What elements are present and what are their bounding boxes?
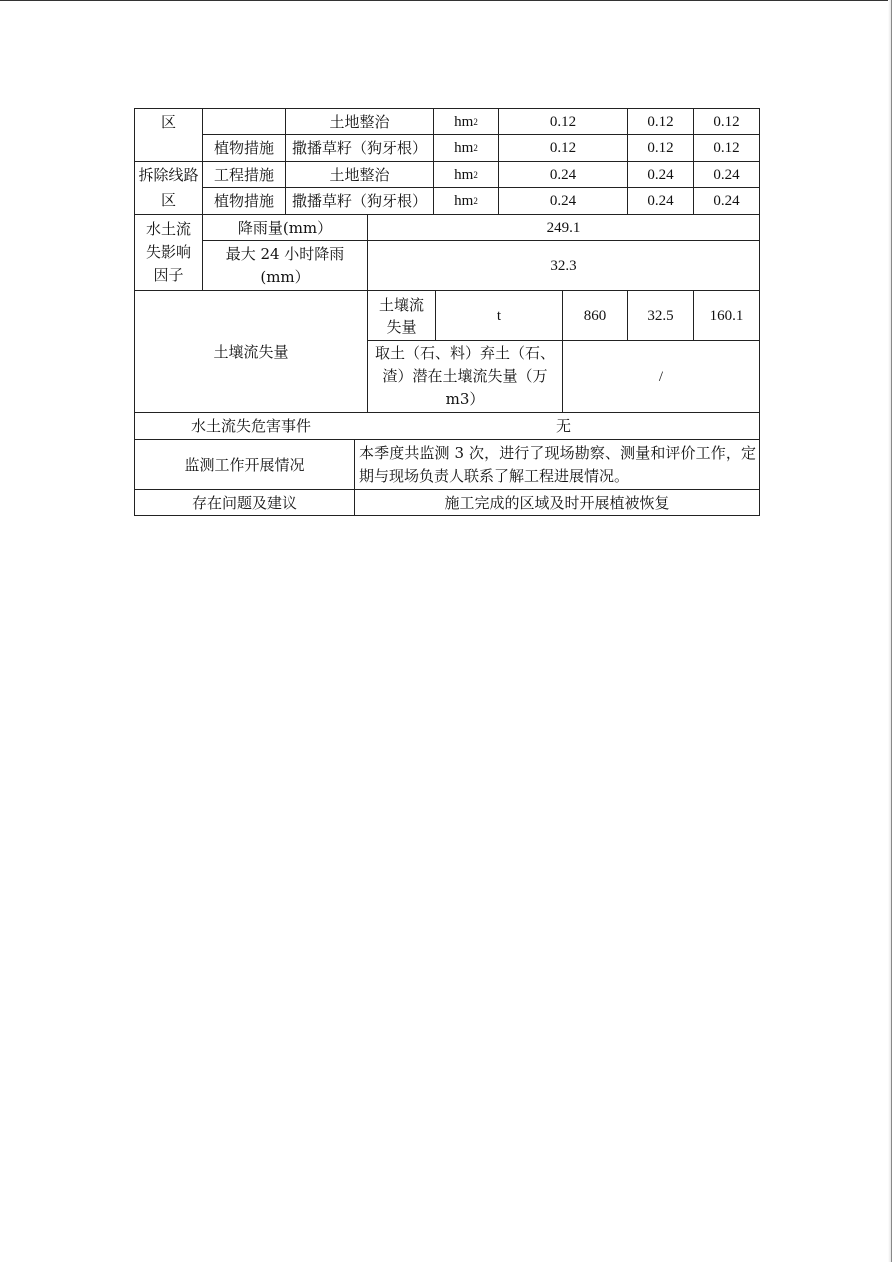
completed-cell: 0.12 — [647, 140, 674, 156]
measure-cell: 撒播草籽（狗牙根） — [291, 139, 427, 157]
soil-loss-value-3: 160.1 — [709, 307, 744, 324]
page-top-border — [0, 0, 892, 1]
cumulative-cell: 0.12 — [713, 140, 740, 156]
rainfall-value: 249.1 — [546, 219, 581, 236]
completed-cell: 0.24 — [647, 166, 674, 183]
factors-label: 水土流失影响因子 — [145, 220, 191, 284]
soil-loss-value-1: 860 — [583, 307, 607, 324]
category-cell: 工程措施 — [213, 165, 274, 184]
monitoring-value: 本季度共监测 3 次，进行了现场勘察、测量和评价工作，定期与现场负责人联系了解工程进展情况。 — [359, 443, 756, 485]
hazard-value: 无 — [555, 417, 571, 435]
measure-cell: 土地整治 — [329, 112, 390, 131]
issues-label: 存在问题及建议 — [191, 493, 297, 512]
category-cell: 植物措施 — [213, 139, 274, 157]
completed-cell: 0.12 — [647, 113, 674, 130]
monitoring-label: 监测工作开展情况 — [184, 455, 305, 474]
unit-base: hm — [454, 113, 474, 130]
unit-base: hm — [454, 166, 474, 183]
unit-cell: hm 2 — [434, 188, 498, 214]
potential-loss-label: 取土（石、料）弃土（石、渣）潜在土壤流失量（万m3） — [374, 344, 555, 408]
unit-base: hm — [454, 140, 474, 156]
max24-value: 32.3 — [550, 257, 577, 274]
planned-cell: 0.12 — [549, 140, 577, 156]
planned-cell: 0.24 — [549, 193, 577, 209]
soil-loss-label: 土壤流失量 — [213, 342, 289, 361]
grid-line — [134, 515, 760, 516]
rainfall-label: 降雨量(mm） — [237, 218, 333, 237]
zone-cell: 区 — [160, 112, 176, 131]
measure-cell: 撒播草籽（狗牙根） — [291, 192, 427, 210]
unit-cell: hm 2 — [434, 162, 498, 187]
completed-cell: 0.24 — [647, 193, 674, 209]
cumulative-cell: 0.12 — [713, 113, 740, 130]
hazard-label: 水土流失危害事件 — [190, 417, 311, 435]
max24-label: 最大 24 小时降雨(mm） — [225, 244, 345, 286]
category-cell: 植物措施 — [213, 192, 274, 210]
unit-base: hm — [454, 193, 474, 209]
soil-loss-value-2: 32.5 — [647, 307, 674, 324]
measure-cell: 土地整治 — [329, 165, 390, 184]
soil-loss-unit: t — [496, 307, 502, 324]
soil-loss-amount-label: 土壤流失量 — [378, 295, 424, 336]
cumulative-cell: 0.24 — [713, 166, 740, 183]
cumulative-cell: 0.24 — [713, 193, 740, 209]
grid-line — [759, 108, 760, 516]
unit-cell: hm 2 — [434, 135, 498, 161]
issues-value: 施工完成的区域及时开展植被恢复 — [444, 493, 670, 512]
planned-cell: 0.12 — [549, 113, 577, 130]
potential-loss-value: / — [658, 368, 664, 385]
unit-cell: hm 2 — [434, 109, 498, 134]
planned-cell: 0.24 — [549, 166, 577, 183]
zone-cell: 拆除线路区 — [138, 166, 199, 209]
